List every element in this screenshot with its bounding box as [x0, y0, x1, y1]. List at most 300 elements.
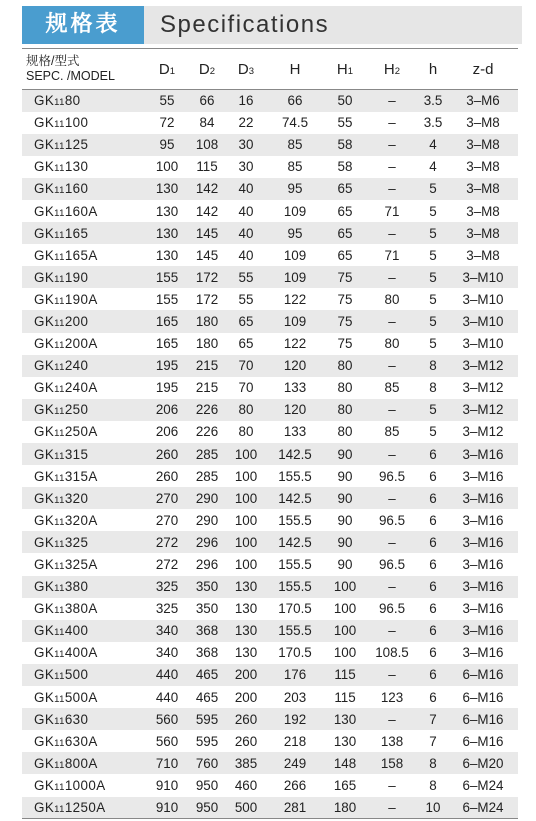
value-cell: 249	[283, 755, 307, 771]
value-cell: 80	[238, 424, 254, 440]
table-row	[22, 244, 518, 266]
value-cell: 6	[429, 468, 437, 484]
value-cell: 260	[155, 468, 179, 484]
value-cell: 368	[195, 623, 219, 639]
value-cell: 170.5	[278, 645, 312, 661]
value-cell: 138	[380, 733, 404, 749]
model-cell: GK11240	[34, 358, 89, 374]
model-cell: GK11165A	[34, 247, 98, 263]
title-english: Specifications	[160, 11, 330, 38]
value-cell: 158	[380, 755, 404, 771]
value-cell: 130	[155, 247, 179, 263]
model-cell: GK11325A	[34, 557, 98, 573]
value-cell: 910	[155, 799, 179, 815]
value-cell: 172	[195, 291, 219, 307]
value-cell: 950	[195, 799, 219, 815]
value-cell: 215	[195, 380, 219, 396]
value-cell: 115	[334, 689, 356, 705]
value-cell: 65	[337, 247, 353, 263]
title-chinese: 规格表	[22, 6, 144, 44]
value-cell: 8	[429, 358, 437, 374]
value-cell: 80	[337, 402, 353, 418]
value-cell: 155.5	[278, 623, 312, 639]
table-row	[22, 399, 518, 421]
value-cell: 3–M12	[462, 424, 504, 440]
value-cell: 80	[337, 424, 353, 440]
value-cell: 3–M8	[466, 203, 500, 219]
value-cell: –	[388, 137, 396, 153]
value-cell: 5	[429, 203, 437, 219]
value-cell: 108.5	[375, 645, 409, 661]
value-cell: 3–M12	[462, 380, 504, 396]
model-cell: GK11200A	[34, 336, 98, 352]
value-cell: 65	[238, 313, 254, 329]
value-cell: 30	[238, 159, 254, 175]
value-cell: 6–M20	[462, 755, 504, 771]
value-cell: 296	[195, 534, 219, 550]
value-cell: 85	[384, 380, 400, 396]
value-cell: 6–M24	[462, 777, 504, 793]
table-row	[22, 156, 518, 178]
value-cell: –	[388, 623, 396, 639]
value-cell: 108	[195, 137, 219, 153]
value-cell: 115	[334, 667, 356, 683]
value-cell: 7	[429, 711, 437, 727]
value-cell: –	[388, 225, 396, 241]
model-cell: GK11130	[34, 159, 89, 175]
table-row	[22, 310, 518, 332]
table-row	[22, 686, 518, 708]
value-cell: 66	[199, 93, 215, 109]
value-cell: 155	[155, 269, 179, 285]
model-cell: GK11500	[34, 667, 89, 683]
value-cell: 155.5	[278, 557, 312, 573]
value-cell: 109	[283, 313, 307, 329]
value-cell: 465	[195, 689, 219, 705]
table-row	[22, 509, 518, 531]
value-cell: 6	[429, 645, 437, 661]
value-cell: 218	[283, 733, 307, 749]
table-header-row	[22, 49, 518, 90]
value-cell: 109	[283, 247, 307, 263]
table-row	[22, 598, 518, 620]
value-cell: 5	[429, 336, 437, 352]
value-cell: 290	[195, 490, 219, 506]
value-cell: 285	[195, 446, 219, 462]
table-row	[22, 200, 518, 222]
table-row	[22, 620, 518, 642]
value-cell: 50	[337, 93, 353, 109]
table-row	[22, 465, 518, 487]
model-cell: GK11400	[34, 623, 89, 639]
table-row	[22, 421, 518, 443]
value-cell: 350	[195, 579, 219, 595]
value-cell: 180	[333, 799, 357, 815]
value-cell: 95	[287, 181, 303, 197]
value-cell: 6	[429, 490, 437, 506]
value-cell: 65	[238, 336, 254, 352]
value-cell: –	[388, 93, 396, 109]
value-cell: –	[388, 799, 396, 815]
value-cell: 5	[429, 181, 437, 197]
value-cell: 100	[234, 468, 258, 484]
value-cell: 260	[234, 733, 258, 749]
table-row	[22, 576, 518, 598]
value-cell: 22	[238, 115, 254, 131]
value-cell: 130	[333, 711, 357, 727]
value-cell: 4	[429, 159, 437, 175]
value-cell: 226	[195, 424, 219, 440]
value-cell: 172	[195, 269, 219, 285]
value-cell: 145	[195, 247, 219, 263]
value-cell: 30	[238, 137, 254, 153]
value-cell: 3–M16	[462, 490, 504, 506]
value-cell: 165	[155, 313, 179, 329]
value-cell: 6	[429, 534, 437, 550]
table-row	[22, 134, 518, 156]
header-col-h-small: h	[428, 60, 438, 78]
value-cell: 90	[337, 468, 353, 484]
value-cell: 226	[195, 402, 219, 418]
value-cell: 710	[155, 755, 179, 771]
value-cell: 65	[337, 225, 353, 241]
value-cell: 71	[384, 203, 400, 219]
value-cell: 3.5	[423, 93, 443, 109]
value-cell: 3–M16	[462, 601, 504, 617]
value-cell: –	[388, 579, 396, 595]
table-row	[22, 708, 518, 730]
value-cell: –	[388, 159, 396, 175]
value-cell: 5	[429, 269, 437, 285]
value-cell: 260	[234, 711, 258, 727]
value-cell: 3–M8	[466, 225, 500, 241]
value-cell: 281	[283, 799, 307, 815]
value-cell: 3–M10	[462, 269, 504, 285]
value-cell: 130	[333, 733, 357, 749]
value-cell: 3–M6	[466, 93, 500, 109]
value-cell: 55	[238, 269, 254, 285]
value-cell: 6	[429, 689, 437, 705]
value-cell: 90	[337, 512, 353, 528]
value-cell: 5	[429, 402, 437, 418]
value-cell: 5	[429, 424, 437, 440]
model-cell: GK11200	[34, 313, 89, 329]
value-cell: 3–M16	[462, 468, 504, 484]
value-cell: –	[388, 490, 396, 506]
value-cell: 6–M24	[462, 799, 504, 815]
value-cell: 325	[155, 601, 179, 617]
value-cell: 176	[283, 667, 307, 683]
value-cell: 40	[238, 203, 254, 219]
header-col-zd: z-d	[472, 60, 494, 78]
value-cell: 195	[155, 380, 179, 396]
header-col-h: H	[289, 60, 301, 78]
value-cell: 340	[155, 645, 179, 661]
value-cell: 460	[234, 777, 258, 793]
value-cell: 90	[337, 534, 353, 550]
value-cell: 180	[195, 313, 219, 329]
value-cell: 142.5	[278, 534, 312, 550]
value-cell: –	[388, 313, 396, 329]
value-cell: 155.5	[278, 512, 312, 528]
model-cell: GK11380	[34, 579, 89, 595]
value-cell: 96.5	[378, 512, 406, 528]
value-cell: 3–M16	[462, 579, 504, 595]
value-cell: 595	[195, 711, 219, 727]
table-row	[22, 222, 518, 244]
value-cell: 6	[429, 667, 437, 683]
value-cell: 7	[429, 733, 437, 749]
value-cell: 100	[234, 512, 258, 528]
model-cell: GK1180	[34, 93, 81, 109]
value-cell: 120	[283, 358, 307, 374]
value-cell: 96.5	[378, 557, 406, 573]
value-cell: 40	[238, 225, 254, 241]
value-cell: 74.5	[281, 115, 309, 131]
model-cell: GK11165	[34, 225, 89, 241]
value-cell: 80	[384, 291, 400, 307]
table-row	[22, 288, 518, 310]
value-cell: –	[388, 269, 396, 285]
value-cell: –	[388, 534, 396, 550]
table-row	[22, 774, 518, 796]
value-cell: 3–M16	[462, 534, 504, 550]
value-cell: 8	[429, 380, 437, 396]
table-row	[22, 730, 518, 752]
value-cell: 55	[337, 115, 353, 131]
table-row	[22, 797, 518, 819]
value-cell: 215	[195, 358, 219, 374]
value-cell: 165	[333, 777, 357, 793]
value-cell: 3–M16	[462, 512, 504, 528]
table-row	[22, 266, 518, 288]
value-cell: 3–M10	[462, 313, 504, 329]
value-cell: 96.5	[378, 601, 406, 617]
value-cell: 90	[337, 446, 353, 462]
value-cell: 440	[155, 667, 179, 683]
model-cell: GK111000A	[34, 777, 106, 793]
value-cell: 122	[283, 336, 307, 352]
specifications-table	[22, 48, 518, 819]
table-row	[22, 112, 518, 134]
header-model-en: SEPC. /MODEL	[26, 69, 115, 83]
value-cell: 5	[429, 291, 437, 307]
table-row	[22, 178, 518, 200]
value-cell: 100	[333, 623, 357, 639]
model-cell: GK11325	[34, 534, 89, 550]
model-cell: GK11630	[34, 711, 89, 727]
value-cell: 109	[283, 203, 307, 219]
value-cell: 145	[195, 225, 219, 241]
value-cell: 3–M12	[462, 402, 504, 418]
value-cell: 3–M8	[466, 115, 500, 131]
value-cell: 6	[429, 623, 437, 639]
value-cell: 290	[195, 512, 219, 528]
value-cell: –	[388, 358, 396, 374]
value-cell: 70	[238, 358, 254, 374]
table-row	[22, 487, 518, 509]
value-cell: 130	[155, 225, 179, 241]
model-cell: GK11380A	[34, 601, 98, 617]
header-model	[22, 49, 146, 90]
value-cell: 3–M10	[462, 336, 504, 352]
value-cell: 6–M16	[462, 689, 504, 705]
value-cell: 200	[234, 689, 258, 705]
value-cell: 200	[234, 667, 258, 683]
value-cell: 100	[333, 579, 357, 595]
value-cell: 80	[337, 358, 353, 374]
value-cell: 3–M12	[462, 358, 504, 374]
value-cell: 115	[196, 159, 218, 175]
value-cell: 170.5	[278, 601, 312, 617]
model-cell: GK11100	[34, 115, 89, 131]
model-cell: GK11630A	[34, 733, 98, 749]
model-cell: GK11320	[34, 490, 89, 506]
value-cell: –	[388, 446, 396, 462]
value-cell: 180	[195, 336, 219, 352]
value-cell: 65	[337, 181, 353, 197]
value-cell: 142	[195, 203, 219, 219]
table-row	[22, 443, 518, 465]
model-cell: GK111250A	[34, 799, 106, 815]
value-cell: 3–M8	[466, 247, 500, 263]
value-cell: 285	[195, 468, 219, 484]
value-cell: 58	[337, 159, 353, 175]
value-cell: 95	[287, 225, 303, 241]
value-cell: 272	[155, 557, 179, 573]
value-cell: 80	[337, 380, 353, 396]
value-cell: 266	[283, 777, 307, 793]
value-cell: 40	[238, 247, 254, 263]
header-col-d2: D2	[198, 60, 216, 78]
model-cell: GK11400A	[34, 645, 98, 661]
value-cell: 206	[155, 424, 179, 440]
header-col-h2: H2	[383, 60, 401, 78]
value-cell: 6	[429, 557, 437, 573]
value-cell: 6	[429, 579, 437, 595]
value-cell: 3–M16	[462, 645, 504, 661]
value-cell: 130	[155, 181, 179, 197]
model-cell: GK11240A	[34, 380, 98, 396]
value-cell: 500	[234, 799, 258, 815]
value-cell: 272	[155, 534, 179, 550]
value-cell: 100	[155, 159, 179, 175]
value-cell: 192	[283, 711, 307, 727]
value-cell: 368	[195, 645, 219, 661]
value-cell: 75	[337, 291, 353, 307]
value-cell: 109	[283, 269, 307, 285]
value-cell: 6–M16	[462, 733, 504, 749]
value-cell: 6	[429, 446, 437, 462]
model-cell: GK11500A	[34, 689, 98, 705]
header-col-d1: D1	[158, 60, 176, 78]
value-cell: 350	[195, 601, 219, 617]
value-cell: 5	[429, 313, 437, 329]
value-cell: 122	[283, 291, 307, 307]
value-cell: 100	[333, 601, 357, 617]
value-cell: 84	[199, 115, 215, 131]
value-cell: 8	[429, 777, 437, 793]
value-cell: 155	[155, 291, 179, 307]
model-cell: GK11315A	[34, 468, 98, 484]
value-cell: –	[388, 181, 396, 197]
model-cell: GK11125	[34, 137, 89, 153]
value-cell: 85	[287, 137, 303, 153]
value-cell: –	[388, 667, 396, 683]
value-cell: 55	[238, 291, 254, 307]
table-row	[22, 333, 518, 355]
value-cell: 10	[425, 799, 441, 815]
value-cell: 75	[337, 269, 353, 285]
value-cell: 440	[155, 689, 179, 705]
value-cell: 90	[337, 490, 353, 506]
model-cell: GK11315	[34, 446, 89, 462]
value-cell: 65	[337, 203, 353, 219]
value-cell: 133	[283, 380, 307, 396]
value-cell: 6–M16	[462, 667, 504, 683]
value-cell: 75	[337, 336, 353, 352]
value-cell: 130	[234, 623, 258, 639]
value-cell: 385	[234, 755, 258, 771]
value-cell: 100	[234, 490, 258, 506]
value-cell: 155.5	[278, 579, 312, 595]
value-cell: 260	[155, 446, 179, 462]
value-cell: 3.5	[423, 115, 443, 131]
value-cell: 4	[429, 137, 437, 153]
value-cell: 130	[155, 203, 179, 219]
model-cell: GK11320A	[34, 512, 98, 528]
value-cell: 142.5	[278, 446, 312, 462]
value-cell: 325	[155, 579, 179, 595]
model-cell: GK11190	[34, 269, 89, 285]
value-cell: 5	[429, 247, 437, 263]
value-cell: 6–M16	[462, 711, 504, 727]
value-cell: 100	[234, 557, 258, 573]
value-cell: 96.5	[378, 468, 406, 484]
value-cell: 3–M8	[466, 181, 500, 197]
value-cell: 203	[283, 689, 307, 705]
value-cell: 5	[429, 225, 437, 241]
value-cell: 340	[155, 623, 179, 639]
value-cell: 155.5	[278, 468, 312, 484]
value-cell: 70	[238, 380, 254, 396]
value-cell: 100	[234, 534, 258, 550]
table-row	[22, 664, 518, 686]
value-cell: 58	[337, 137, 353, 153]
value-cell: 560	[155, 711, 179, 727]
value-cell: 3–M10	[462, 291, 504, 307]
value-cell: 6	[429, 601, 437, 617]
value-cell: 6	[429, 512, 437, 528]
model-cell: GK11250	[34, 402, 89, 418]
value-cell: 95	[159, 137, 175, 153]
value-cell: 120	[283, 402, 307, 418]
value-cell: 142	[195, 181, 219, 197]
value-cell: 465	[195, 667, 219, 683]
value-cell: 75	[337, 313, 353, 329]
value-cell: 66	[287, 93, 303, 109]
model-cell: GK11250A	[34, 424, 98, 440]
value-cell: 130	[234, 579, 258, 595]
table-row	[22, 642, 518, 664]
table-row	[22, 752, 518, 774]
table-row	[22, 553, 518, 575]
value-cell: 270	[155, 490, 179, 506]
table-row	[22, 355, 518, 377]
value-cell: 270	[155, 512, 179, 528]
value-cell: 3–M8	[466, 159, 500, 175]
value-cell: 80	[238, 402, 254, 418]
